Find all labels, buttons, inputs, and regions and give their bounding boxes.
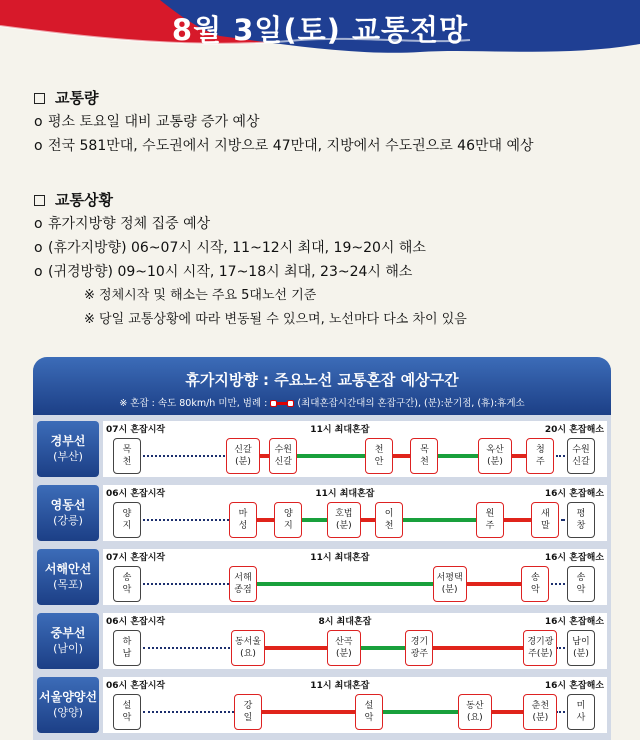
node-text: 남 [122,649,132,659]
node-text: 경기 [410,637,429,647]
interchange-node [531,502,559,538]
node-text: 악 [530,585,540,595]
interchange-node [521,566,549,602]
node-text: 양 [122,509,132,519]
node-text: 악 [122,713,132,723]
interchange-node [433,566,467,602]
node-text: 주(분) [528,649,553,659]
node-text: 천 [384,521,394,531]
node-text: 호법 [335,509,353,519]
node-text: 경기광 [527,637,554,647]
legend-line-icon [277,402,287,405]
volume-bullet: o 평소 토요일 대비 교통량 증가 예상 [34,114,260,130]
node-text: 서해 [234,573,252,583]
route-row [37,419,607,479]
node-text: 청 [536,445,545,455]
node-text: 신갈 [234,445,252,455]
route-destination: (강릉) [53,514,83,527]
route-diagram [103,421,607,477]
start-node [113,566,141,602]
peak-time-label: 11시 최대혼잡 [310,425,370,435]
volume-bullet: o 전국 581만대, 수도권에서 지방으로 47만대, 지방에서 수도권으로 46만대 예상 [34,138,534,154]
square-bullet-icon [34,93,45,104]
volume-heading: 교통량 [34,86,534,110]
node-text: 지 [122,521,132,531]
header-banner [0,0,640,62]
node-text: 미 [576,701,586,711]
end-time-label: 16시 혼잡해소 [544,553,604,563]
peak-time-label: 11시 최대혼잡 [315,489,375,499]
node-text: 안 [374,457,384,467]
dotted-connector [551,583,565,585]
route-row [37,547,607,607]
node-text: 신갈 [572,457,590,467]
interchange-node [229,502,257,538]
end-time-label: 16시 혼잡해소 [544,681,604,691]
dotted-connector [143,647,234,649]
node-text: 송 [122,573,132,583]
route-destination: (남이) [53,642,83,655]
node-text: 남이 [572,637,590,647]
route-name: 경부선 [50,434,86,448]
route-label [37,677,99,733]
interchange-node [274,502,302,538]
node-text: 새 [541,509,550,519]
end-node [567,438,595,474]
status-note: ※ 정체시작 및 해소는 주요 5대노선 기준 [84,288,317,303]
node-text: 성 [238,521,248,531]
route-destination: (목포) [53,578,83,591]
start-node [113,630,141,666]
dotted-connector [556,647,565,649]
node-text: (요) [466,713,483,723]
node-text: (분) [235,457,251,467]
end-node [567,694,595,730]
peak-time-label: 8시 최대혼잡 [318,617,372,627]
interchange-node [523,694,557,730]
panel-legend: ※ 혼잡 : 속도 80km/h 미만, 범례 : (최대혼잡시간대의 혼잡구간), (분):분기점, (휴):휴게소 [119,398,525,409]
interchange-node [226,438,260,474]
start-time-label: 07시 혼잡시작 [106,425,166,435]
node-text: (분) [487,457,503,467]
end-time-label: 16시 혼잡해소 [544,489,604,499]
dotted-connector [143,455,229,457]
route-row [37,675,607,735]
interchange-node [327,630,361,666]
dotted-connector [143,711,234,713]
segment-green [243,582,450,586]
interchange-node [375,502,403,538]
status-bullet: o (휴가지방향) 06~07시 시작, 11~12시 최대, 19~20시 해소 [34,240,426,256]
node-text: 목 [420,445,429,455]
route-name: 서울양양선 [39,690,97,704]
node-text: 목 [122,445,132,455]
interchange-node [478,438,512,474]
start-node [113,502,141,538]
interchange-node [405,630,433,666]
node-text: 동서울 [234,637,262,647]
node-text: (분) [573,649,589,659]
route-label [37,485,99,541]
end-time-label: 20시 혼잡해소 [544,425,604,435]
route-label [37,549,99,605]
node-text: (분) [532,713,549,723]
interchange-node [231,630,265,666]
route-row [37,611,607,671]
node-text: 천 [122,457,132,467]
route-name: 영동선 [50,498,86,512]
node-text: 서평택 [436,573,463,583]
route-name: 서해안선 [44,562,92,576]
status-bullet: o (귀경방향) 09~10시 시작, 17~18시 최대, 23~24시 해소 [34,264,413,280]
route-diagram [103,677,607,733]
interchange-node [234,694,262,730]
route-destination: (양양) [53,706,83,719]
end-node [567,502,595,538]
end-node [567,566,595,602]
dotted-connector [556,455,565,457]
route-label [37,613,99,669]
peak-time-label: 11시 최대혼잡 [310,681,370,691]
start-time-label: 06시 혼잡시작 [106,489,166,499]
node-text: 마 [238,509,248,519]
panel-banner [33,357,611,415]
node-text: 천 [374,445,384,455]
dotted-connector [143,519,229,521]
node-text: 평 [576,509,586,519]
interchange-node [476,502,504,538]
node-text: (분) [335,521,352,531]
segment-red [248,710,369,714]
status-section [34,188,467,332]
route-diagram [103,613,607,669]
legend-box-icon [270,400,277,407]
node-text: 악 [364,713,374,723]
node-text: 설 [364,701,374,711]
volume-section [34,86,534,158]
node-text: 송 [576,573,586,583]
node-text: 창 [576,521,586,531]
node-text: 광주 [410,649,429,659]
panel-title: 휴가지방향 : 주요노선 교통혼잡 예상구간 [185,371,459,389]
node-text: 양 [284,509,293,519]
node-text: 신갈 [274,457,292,467]
interchange-node [458,694,492,730]
dotted-connector [143,583,229,585]
interchange-node [269,438,297,474]
start-time-label: 06시 혼잡시작 [106,681,166,691]
route-name: 중부선 [50,626,86,640]
node-text: 원 [485,509,495,519]
node-text: 천 [420,457,429,467]
node-text: 송 [530,573,540,583]
node-text: 주 [485,521,495,531]
node-text: 수원 [274,445,292,455]
node-text: (요) [240,649,256,659]
interchange-node [327,502,361,538]
interchange-node [229,566,257,602]
node-text: 강 [243,701,253,711]
segment-green [389,518,490,522]
node-text: 수원 [572,445,590,455]
dotted-connector [556,711,565,713]
node-text: (분) [441,585,458,595]
node-text: 설 [122,701,132,711]
node-text: 산곡 [335,637,353,647]
legend-box-icon [287,400,294,407]
route-row [37,483,607,543]
interchange-node [526,438,554,474]
start-node [113,438,141,474]
dotted-connector [561,519,565,521]
node-text: 악 [122,585,132,595]
interchange-node [355,694,383,730]
route-diagram [103,549,607,605]
start-time-label: 06시 혼잡시작 [106,617,166,627]
node-text: 옥산 [486,445,504,455]
node-text: 악 [576,585,586,595]
end-time-label: 16시 혼잡해소 [544,617,604,627]
node-text: (분) [335,649,352,659]
route-label [37,421,99,477]
interchange-node [410,438,438,474]
interchange-node [365,438,393,474]
start-time-label: 07시 혼잡시작 [106,553,166,563]
node-text: 사 [576,713,586,723]
end-node [567,630,595,666]
node-text: 춘천 [531,701,550,711]
node-text: 하 [122,637,132,647]
route-diagram [103,485,607,541]
node-text: 일 [243,713,253,723]
node-text: 말 [541,521,550,531]
node-text: 동산 [466,701,484,711]
node-text: 종점 [234,585,252,595]
node-text: 지 [284,521,293,531]
start-node [113,694,141,730]
page-title: 8월 3일(토) 교통전망 [171,13,469,47]
node-text: 이 [384,509,394,519]
interchange-node [523,630,557,666]
segment-red [419,646,540,650]
route-destination: (부산) [53,450,83,463]
status-heading: 교통상황 [34,188,467,212]
congestion-panel [33,357,611,740]
status-note: ※ 당일 교통상황에 따라 변동될 수 있으며, 노선마다 다소 차이 있음 [84,312,467,327]
peak-time-label: 11시 최대혼잡 [310,553,370,563]
status-bullet: o 휴가지방향 정체 집중 예상 [34,216,211,232]
node-text: 주 [536,457,545,467]
square-bullet-icon [34,195,45,206]
